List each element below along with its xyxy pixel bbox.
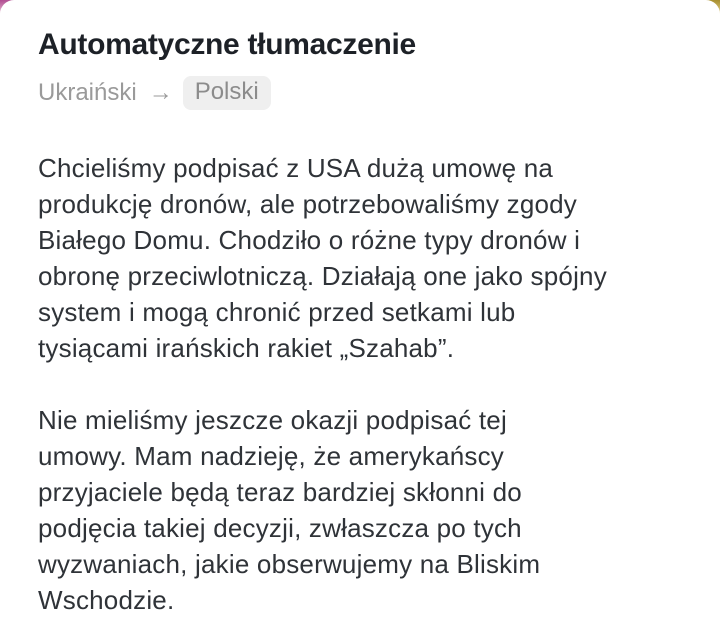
text-line: produkcję dronów, ale potrzebowaliśmy zgody bbox=[38, 189, 577, 219]
text-line: przyjaciele będą teraz bardziej skłonni do bbox=[38, 477, 522, 507]
text-line: obronę przeciwlotniczą. Działają one jako spójny bbox=[38, 261, 607, 291]
source-language-label: Ukraiński bbox=[38, 79, 137, 106]
text-line: podjęcia takiej decyzji, zwłaszcza po tych bbox=[38, 513, 522, 543]
translated-paragraph bbox=[38, 402, 682, 618]
page-title: Automatyczne tłumaczenie bbox=[38, 28, 416, 61]
text-line: Nie mieliśmy jeszcze okazji podpisać tej bbox=[38, 405, 507, 435]
text-line: Białego Domu. Chodziło o różne typy dronów i bbox=[38, 225, 581, 255]
translated-text bbox=[38, 150, 682, 618]
text-line: system i mogą chronić przed setkami lub bbox=[38, 297, 516, 327]
text-line: Wschodzie. bbox=[38, 585, 175, 615]
text-line: umowy. Mam nadzieję, że amerykańscy bbox=[38, 441, 505, 471]
arrow-right-icon: → bbox=[148, 79, 173, 106]
text-line: wyzwaniach, jakie obserwujemy na Bliskim bbox=[38, 549, 541, 579]
translated-paragraph bbox=[38, 150, 682, 366]
text-line: tysiącami irańskich rakiet „Szahab”. bbox=[38, 333, 455, 363]
text-line: Chcieliśmy podpisać z USA dużą umowę na bbox=[38, 153, 554, 183]
target-language-chip[interactable]: Polski bbox=[183, 76, 271, 110]
language-pair bbox=[38, 76, 682, 110]
